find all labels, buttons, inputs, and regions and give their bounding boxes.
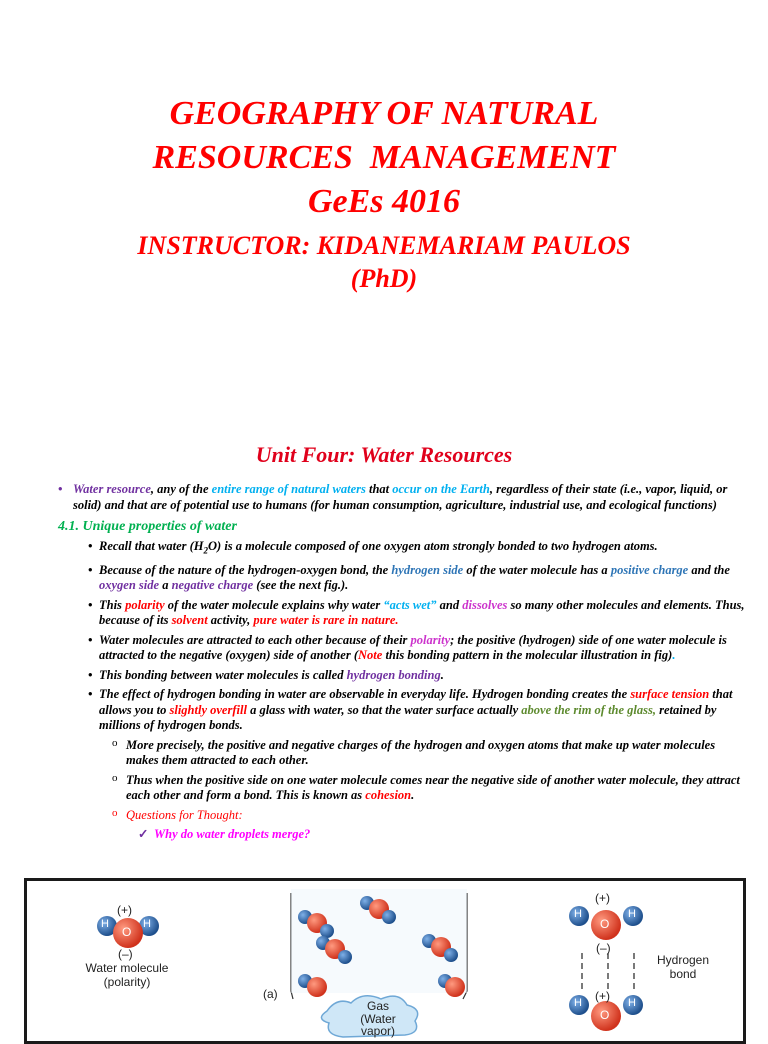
atom-label-o: O bbox=[122, 925, 132, 939]
instructor-block bbox=[0, 229, 768, 295]
plus-label: (+) bbox=[117, 903, 132, 917]
course-code: GeEs 4016 bbox=[307, 183, 461, 220]
gas-label-3: vapor) bbox=[360, 1024, 395, 1038]
b4-text-2: ; the positive (hydrogen) side of one water molecule is attracted to the negative (oxygen) side of another ( bbox=[99, 632, 727, 662]
s2-text-2: . bbox=[411, 788, 415, 802]
b4-text-4: . bbox=[672, 648, 676, 662]
gas-label-2: (Water bbox=[360, 1012, 396, 1026]
b3-highlight-1: polarity bbox=[125, 597, 165, 612]
b3-text-3: and bbox=[436, 597, 463, 612]
bond-caption-1: Hydrogen bbox=[656, 953, 710, 967]
b2-text-3: and the bbox=[688, 562, 730, 577]
b6-highlight-2: slightly overfill bbox=[169, 702, 247, 717]
b6-text: The effect of hydrogen bonding in water are observable in everyday life. Hydrogen bonding creates the bbox=[99, 687, 631, 701]
list-item bbox=[58, 687, 748, 734]
panel-label: (a) bbox=[263, 987, 278, 1001]
b6-highlight-1: surface tension bbox=[630, 687, 710, 701]
b2-text-4: a bbox=[159, 578, 172, 592]
unit-title: Unit Four: Water Resources bbox=[255, 442, 513, 467]
intro-text-1: , any of the bbox=[150, 482, 212, 496]
plus-label: (+) bbox=[595, 891, 610, 905]
water-molecule-figure bbox=[24, 878, 746, 1044]
atom-label-h: H bbox=[628, 908, 636, 920]
atom-label-h: H bbox=[143, 918, 151, 930]
b4-highlight-2: Note bbox=[358, 648, 383, 662]
s2-highlight: cohesion bbox=[365, 788, 412, 802]
atom-label-h: H bbox=[574, 908, 582, 920]
b3-text-5: activity, bbox=[207, 613, 254, 627]
list-item bbox=[58, 668, 748, 684]
list-item bbox=[58, 633, 748, 664]
instructor-degree: (PhD) bbox=[350, 264, 418, 293]
intro-text-3: , regardless of their state (i.e., vapor, liquid, or solid) and that are of potential use to humans (for human consumption, agriculture, industrial use, and ecological functions) bbox=[73, 482, 728, 512]
slide-title bbox=[0, 92, 768, 224]
b3-highlight-4: solvent bbox=[171, 613, 208, 627]
b2-highlight-2: positive charge bbox=[610, 562, 689, 577]
b4-text: Water molecules are attracted to each other because of their bbox=[99, 632, 411, 647]
intro-bullet bbox=[58, 482, 748, 513]
b1-text: Recall that water (H bbox=[99, 538, 204, 553]
molecule-caption-2: (polarity) bbox=[103, 975, 151, 989]
molecule-caption-1: Water molecule bbox=[85, 961, 169, 975]
b6-highlight-3: above the rim of the glass, bbox=[521, 702, 656, 717]
plus-label: (+) bbox=[595, 989, 610, 1003]
instructor-line: INSTRUCTOR: KIDANEMARIAM PAULOS bbox=[137, 231, 631, 260]
intro-highlight-2: occur on the Earth bbox=[392, 482, 490, 496]
b3-highlight-5: pure water is rare in nature. bbox=[253, 613, 399, 627]
list-item bbox=[58, 539, 748, 559]
atom-label-h: H bbox=[101, 918, 109, 930]
section-heading: 4.1. Unique properties of water bbox=[58, 519, 237, 534]
atom-label-o: O bbox=[600, 917, 610, 931]
minus-label: (–) bbox=[596, 941, 611, 955]
questions-heading: Questions for Thought: bbox=[126, 807, 243, 822]
list-item bbox=[58, 773, 748, 804]
b3-text-4: so many other molecules and elements. Thus, because of its bbox=[99, 597, 745, 627]
b4-highlight-1: polarity bbox=[410, 632, 451, 647]
b5-text-2: . bbox=[440, 667, 444, 682]
title-line-1: GEOGRAPHY OF NATURAL bbox=[169, 95, 599, 132]
b6-text-2: that allows you to bbox=[99, 687, 733, 717]
b6-text-3: a glass with water, so that the water surface actually bbox=[246, 702, 522, 717]
b5-highlight-1: hydrogen bonding bbox=[346, 667, 441, 682]
s2-text: Thus when the positive side on one water molecule comes near the negative side of another water molecule, they attract each other and form a bond. This is known as bbox=[126, 772, 740, 802]
list-item bbox=[58, 563, 748, 594]
b6-text-4: retained by millions of hydrogen bonds. bbox=[99, 702, 717, 732]
title-line-2: RESOURCES MANAGEMENT bbox=[152, 139, 616, 176]
b2-text-5: (see the next fig.). bbox=[253, 578, 349, 592]
property-list bbox=[58, 539, 748, 734]
hydrogen-bond-lines bbox=[582, 953, 634, 989]
b3-text: This bbox=[99, 597, 126, 612]
intro-term: Water resource bbox=[73, 482, 151, 496]
b2-text-2: of the water molecule has a bbox=[463, 562, 611, 577]
minus-label: (–) bbox=[118, 947, 133, 961]
b1-text-2: O) is a molecule composed of one oxygen atom strongly bonded to two hydrogen atoms. bbox=[208, 538, 658, 553]
b3-highlight-2: “acts wet” bbox=[383, 597, 437, 612]
gas-label-1: Gas bbox=[366, 999, 389, 1013]
intro-highlight-1: entire range of natural waters bbox=[211, 482, 366, 496]
b5-text: This bonding between water molecules is called bbox=[99, 667, 347, 682]
b1-sub: 2 bbox=[203, 545, 209, 555]
b2-highlight-1: hydrogen side bbox=[391, 562, 464, 577]
bond-caption-2: bond bbox=[669, 967, 697, 981]
question-item: ✓ Why do water droplets merge? bbox=[58, 827, 748, 843]
sub-list bbox=[58, 738, 748, 824]
list-item bbox=[58, 808, 748, 824]
list-item: o More precisely, the positive and negative charges of the hydrogen and oxygen atoms that make up water molecules makes them attracted to each other. bbox=[58, 738, 748, 769]
list-item bbox=[58, 598, 748, 629]
b4-text-3: this bonding pattern in the molecular illustration in fig) bbox=[382, 648, 673, 662]
b2-highlight-3: oxygen side bbox=[99, 578, 160, 592]
b3-highlight-3: dissolves bbox=[462, 597, 508, 612]
intro-text-2: that bbox=[365, 482, 393, 496]
slide-body bbox=[58, 482, 748, 843]
b2-highlight-4: negative charge bbox=[171, 578, 254, 592]
atom-label-h: H bbox=[628, 997, 636, 1009]
question-list bbox=[58, 827, 748, 843]
atom-label-o: O bbox=[600, 1008, 610, 1022]
b3-text-2: of the water molecule explains why water bbox=[164, 597, 384, 612]
atom-label-h: H bbox=[574, 997, 582, 1009]
b2-text: Because of the nature of the hydrogen-oxygen bond, the bbox=[99, 562, 392, 577]
